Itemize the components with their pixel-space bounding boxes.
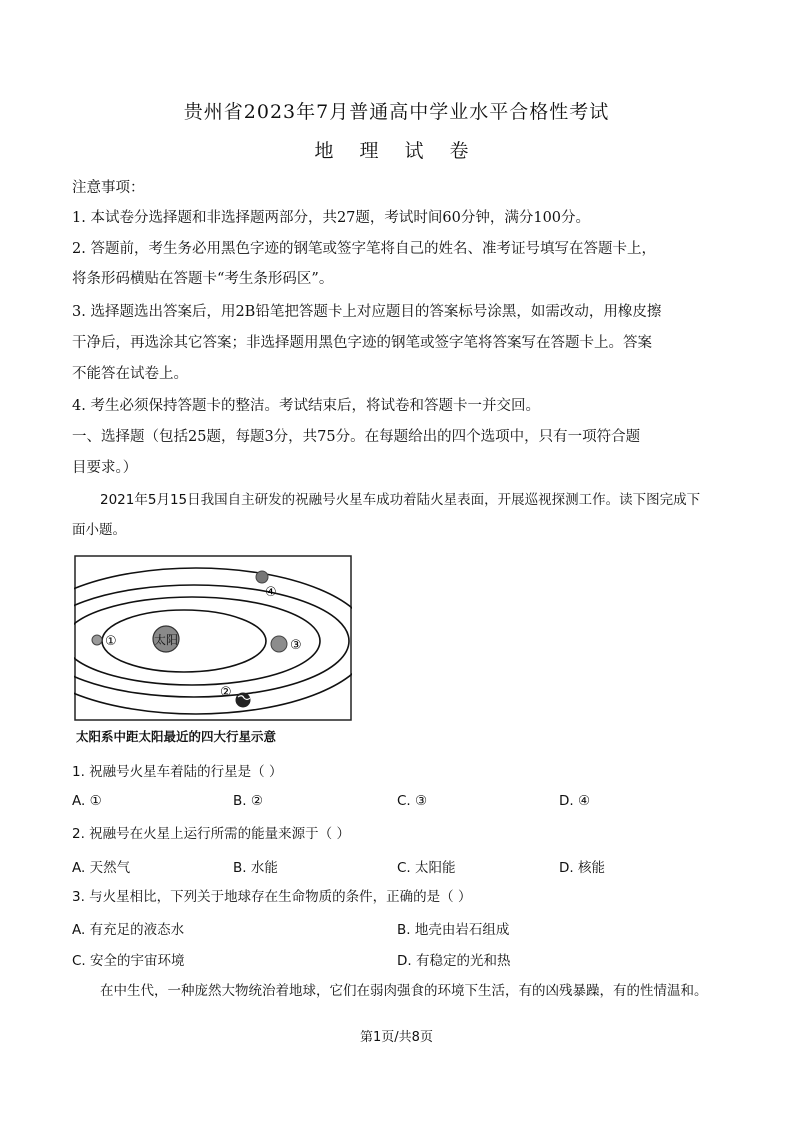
question-3-stem: 3. 与火星相比，下列关于地球存在生命物质的条件，正确的是（ ） bbox=[72, 889, 472, 905]
question-1-option-d[interactable]: D. ④ bbox=[559, 793, 591, 809]
planet-1-label: ① bbox=[105, 634, 117, 649]
planet-4-label: ④ bbox=[265, 585, 277, 600]
planet-1-icon bbox=[92, 635, 102, 645]
passage-2-line-1: 在中生代，一种庞然大物统治着地球，它们在弱肉强食的环境下生活，有的凶残暴躁，有的性情温和。 bbox=[100, 983, 708, 999]
question-2-stem: 2. 祝融号在火星上运行所需的能量来源于（ ） bbox=[72, 826, 350, 842]
orbit-diagram bbox=[74, 555, 352, 747]
note-item-3-line-3: 不能答在试卷上。 bbox=[72, 366, 188, 382]
section-heading-line-1: 一、选择题（包括25题，每题3分，共75分。在每题给出的四个选项中，只有一项符合题 bbox=[72, 429, 641, 445]
passage-1-line-2: 面小题。 bbox=[72, 522, 126, 538]
exam-title: 贵州省2023年7月普通高中学业水平合格性考试 bbox=[183, 101, 610, 123]
page-number: 第1页/共8页 bbox=[360, 1030, 433, 1045]
solar-system-figure bbox=[74, 555, 352, 747]
planet-2-label: ② bbox=[220, 685, 232, 700]
note-item-3-line-1: 3. 选择题选出答案后，用2B铅笔把答题卡上对应题目的答案标号涂黑，如需改动，用橡皮擦 bbox=[72, 304, 662, 320]
question-3-option-c[interactable]: C. 安全的宇宙环境 bbox=[72, 953, 185, 969]
question-2-option-c[interactable]: C. 太阳能 bbox=[397, 860, 456, 876]
question-3-option-b[interactable]: B. 地壳由岩石组成 bbox=[397, 922, 510, 938]
question-2-option-d[interactable]: D. 核能 bbox=[559, 860, 605, 876]
exam-subject: 地 理 试 卷 bbox=[314, 140, 479, 162]
note-item-2-line-2: 将条形码横贴在答题卡“考生条形码区”。 bbox=[72, 271, 334, 287]
note-item-4: 4. 考生必须保持答题卡的整洁。考试结束后，将试卷和答题卡一并交回。 bbox=[72, 398, 540, 414]
note-item-3-line-2: 干净后，再选涂其它答案；非选择题用黑色字迹的钢笔或签字笔将答案写在答题卡上。答案 bbox=[72, 335, 652, 351]
note-item-1: 1. 本试卷分选择题和非选择题两部分，共27题，考试时间60分钟，满分100分。 bbox=[72, 210, 591, 226]
planet-4-icon bbox=[256, 571, 268, 583]
notes-heading: 注意事项： bbox=[72, 180, 145, 196]
question-1-option-a[interactable]: A. ① bbox=[72, 793, 102, 809]
question-3-option-d[interactable]: D. 有稳定的光和热 bbox=[397, 953, 511, 969]
planet-3-icon bbox=[271, 636, 287, 652]
question-2-option-b[interactable]: B. 水能 bbox=[233, 860, 278, 876]
question-1-stem: 1. 祝融号火星车着陆的行星是（ ） bbox=[72, 764, 283, 780]
question-1-option-c[interactable]: C. ③ bbox=[397, 793, 428, 809]
question-2-option-a[interactable]: A. 天然气 bbox=[72, 860, 131, 876]
question-3-option-a[interactable]: A. 有充足的液态水 bbox=[72, 922, 185, 938]
figure-caption: 太阳系中距太阳最近的四大行星示意 bbox=[76, 729, 277, 744]
passage-1-line-1: 2021年5月15日我国自主研发的祝融号火星车成功着陆火星表面，开展巡视探测工作。读下图完成下 bbox=[100, 492, 701, 508]
section-heading-line-2: 目要求。） bbox=[72, 460, 138, 476]
sun-label: 太阳 bbox=[153, 633, 179, 647]
note-item-2-line-1: 2. 答题前，考生务必用黑色字迹的钢笔或签字笔将自己的姓名、准考证号填写在答题卡上， bbox=[72, 241, 656, 257]
question-1-option-b[interactable]: B. ② bbox=[233, 793, 263, 809]
planet-3-label: ③ bbox=[290, 638, 302, 653]
